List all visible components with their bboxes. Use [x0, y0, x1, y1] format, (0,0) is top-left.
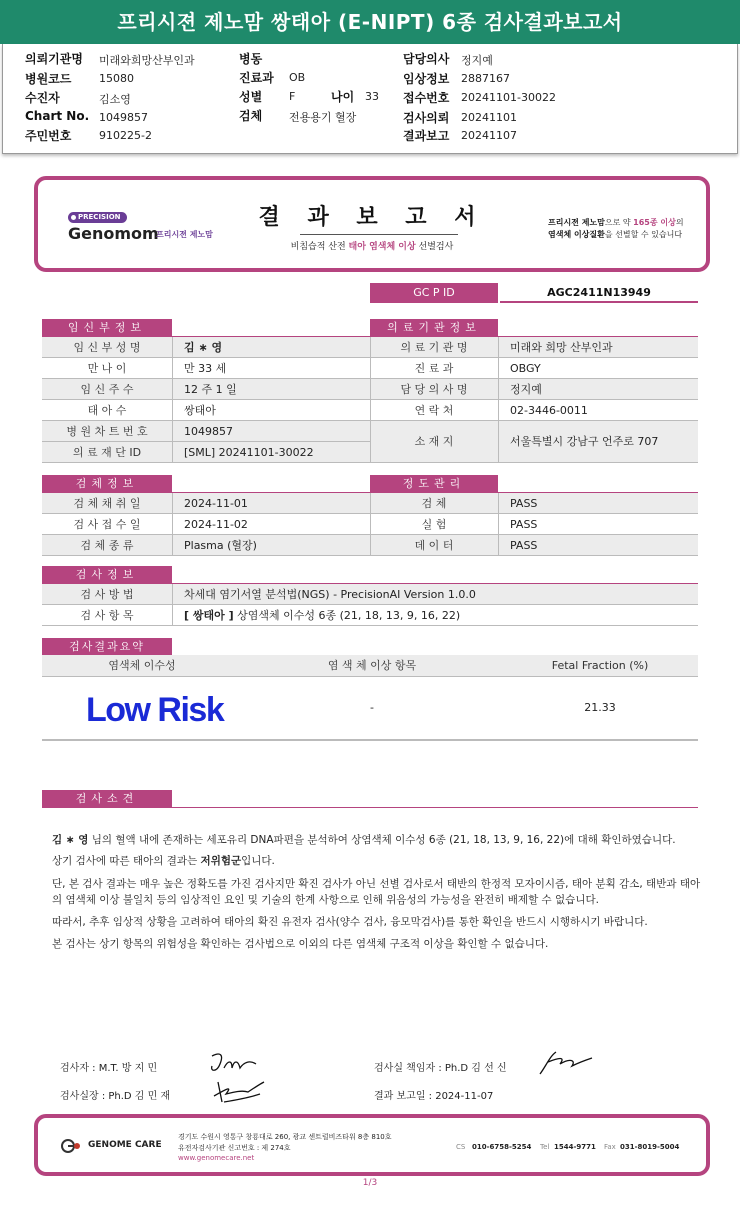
- row-value: 정지예: [510, 383, 542, 396]
- receipt-label: 접수번호: [403, 91, 450, 105]
- specimen-info-header: 검체정보: [42, 475, 172, 493]
- director-signature-text: 검사실장 : Ph.D 김 민 재: [60, 1091, 171, 1102]
- row-value: [184, 605, 460, 626]
- address-cell: [370, 421, 698, 463]
- chart-value: 1049857: [99, 111, 148, 124]
- doctor-value: 정지예: [461, 54, 493, 67]
- col-abnormal-items: 염 색 체 이상 항목: [327, 659, 417, 672]
- opinion-name: 김 ∗ 영: [52, 834, 89, 846]
- test-info-header: 검사정보: [42, 566, 172, 584]
- row-label: 의 료 기 관 명: [400, 341, 468, 354]
- tester-signature: [206, 1050, 262, 1078]
- row-label: 임 신 부 성 명: [73, 341, 141, 354]
- table-row: [42, 584, 698, 605]
- report-date-label: 결과보고: [403, 129, 450, 143]
- tel-value: 1544-9771: [554, 1143, 596, 1151]
- fax-value: 031-8019-5004: [620, 1143, 680, 1151]
- summary-result-row: [42, 677, 698, 741]
- row-value: 만 33 세: [184, 362, 227, 375]
- director-signature: [208, 1078, 268, 1106]
- row-label: 태 아 수: [87, 404, 127, 417]
- report-date-value: 20241107: [461, 129, 517, 142]
- request-label: 검사의뢰: [403, 111, 450, 125]
- row-value: [SML] 20241101-30022: [184, 446, 314, 459]
- subtitle-post: 선별검사: [415, 242, 454, 252]
- report-header: [34, 176, 710, 272]
- opinion-paragraph-2: [52, 853, 702, 869]
- tester-signature-text: 검사자 : M.T. 방 지 민: [60, 1063, 158, 1074]
- test-item-bold: [ 쌍태아 ]: [184, 609, 234, 622]
- row-label: 연 락 처: [414, 404, 454, 417]
- genome-care-logo: GENOME CARE: [88, 1140, 162, 1150]
- opinion-paragraph-1: [52, 832, 702, 848]
- risk-result: Low Risk: [86, 691, 224, 729]
- row-label: 실 험: [421, 518, 447, 531]
- subtitle-highlight: 태아 염색체 이상: [348, 242, 416, 252]
- test-item-value: 상염색체 이수성 6종 (21, 18, 13, 9, 16, 22): [233, 609, 461, 622]
- row-value: 미래와 희망 산부인과: [510, 341, 613, 354]
- row-label: 검 체 채 취 일: [73, 497, 141, 510]
- row-label: 임 신 주 수: [80, 383, 134, 396]
- row-label: 검 사 접 수 일: [73, 518, 141, 531]
- genomom-logo: Genomom: [68, 224, 159, 243]
- row-label: 의 료 재 단 ID: [72, 446, 142, 459]
- examinee-value: 김소영: [99, 93, 131, 106]
- subtitle-pre: 비침습적 산전: [290, 242, 349, 252]
- clinical-value: 2887167: [461, 72, 510, 85]
- fetal-fraction-value: 21.33: [584, 701, 616, 714]
- tagline-2b: 을 선별할 수 있습니다: [604, 230, 683, 239]
- result-report-title: 결 과 보 고 서: [258, 205, 486, 230]
- clinical-label: 임상정보: [403, 72, 450, 86]
- row-value: PASS: [510, 518, 538, 531]
- column-divider: [498, 493, 499, 556]
- tagline-2: [548, 229, 682, 240]
- institution-label: 의뢰기관명: [25, 52, 83, 66]
- row-value: OBGY: [510, 362, 541, 375]
- precision-badge: PRECISION: [68, 212, 127, 223]
- sex-value: F: [289, 90, 296, 103]
- row-value: 서울특별시 강남구 언주로 707: [510, 435, 659, 448]
- title-underline: [300, 234, 458, 235]
- specimen-value: 전용용기 혈장: [289, 111, 357, 124]
- genome-care-logo-icon: [60, 1138, 84, 1154]
- row-label: 데 이 터: [414, 539, 454, 552]
- row-value: 2024-11-01: [184, 497, 248, 510]
- row-label: 만 나 이: [87, 362, 127, 375]
- medical-info-header: 의료기관정보: [370, 319, 498, 337]
- row-label: 담 당 의 사 명: [400, 383, 468, 396]
- column-divider: [370, 493, 371, 556]
- report-subtitle: [38, 239, 706, 252]
- tagline-2a: 염색체 이상질환: [548, 230, 605, 239]
- manager-signature-text: 검사실 책임자 : Ph.D 김 선 신: [374, 1063, 507, 1074]
- chart-label: Chart No.: [25, 109, 90, 123]
- resident-value: 910225-2: [99, 129, 152, 142]
- dept-value: OB: [289, 71, 306, 84]
- sex-label: 성별: [239, 90, 263, 104]
- resident-label: 주민번호: [25, 129, 72, 143]
- opinion-paragraph-3: 단, 본 검사 결과는 매우 높은 정확도를 가진 검사지만 확진 검사가 아닌 선별 검사로서 태반의 한정적 모자이시즘, 태아 분획 감소, 태반과 태아의 염색체 이상 불일치 등의 임상적인 요인 및 기술의 한계 사항으로 인해 위음성의 가능성을 완전히 배제할 수 없습니다.: [52, 878, 701, 906]
- cs-value: 010-6758-5254: [472, 1143, 532, 1151]
- manager-signature: [536, 1048, 596, 1078]
- row-label: 검 체: [421, 497, 447, 510]
- doctor-label: 담당의사: [403, 52, 450, 66]
- hospital-code-label: 병원코드: [25, 72, 72, 86]
- tagline-1a: 프리시젼 제노맘: [548, 218, 605, 227]
- col-aneuploidy: 염색체 이수성: [108, 659, 176, 672]
- age-value: 33: [365, 90, 379, 103]
- footer-address: 경기도 수원시 영통구 창룡대로 260, 광교 센트럴비즈타워 8층 810호: [178, 1133, 392, 1141]
- opinion-paragraph-5: 본 검사는 상기 항목의 위험성을 확인하는 검사법으로 이외의 다른 염색체 구조적 이상을 확인할 수 없습니다.: [52, 938, 549, 950]
- request-value: 20241101: [461, 111, 517, 124]
- summary-header: 검사결과요약: [42, 638, 172, 656]
- row-label: 진 료 과: [414, 362, 454, 375]
- receipt-value: 20241101-30022: [461, 91, 556, 104]
- examinee-label: 수진자: [25, 91, 60, 105]
- row-value: 2024-11-02: [184, 518, 248, 531]
- column-divider: [370, 337, 371, 463]
- report-title: 프리시젼 제노맘 쌍태아 (E-NIPT) 6종 검사결과보고서: [117, 10, 623, 34]
- qc-header: 정도관리: [370, 475, 498, 493]
- patient-info-box: [2, 44, 738, 154]
- row-label: 검 사 방 법: [80, 588, 134, 601]
- row-value: PASS: [510, 497, 538, 510]
- opinion-paragraph-4: 따라서, 추후 임상적 상황을 고려하여 태아의 확진 유전자 검사(양수 검사, 융모막검사)를 통한 확인을 반드시 시행하시기 바랍니다.: [52, 916, 648, 928]
- row-value: 12 주 1 일: [184, 383, 237, 396]
- column-divider: [498, 337, 499, 463]
- dept-label: 진료과: [239, 71, 274, 85]
- gcpid-label: GC P ID: [370, 283, 498, 303]
- row-label: 병 원 차 트 번 호: [66, 425, 148, 438]
- age-label: 나이: [331, 90, 355, 104]
- specimen-label: 검체: [239, 109, 263, 123]
- row-value: PASS: [510, 539, 538, 552]
- institution-value: 미래와희망산부인과: [99, 54, 195, 67]
- opinion-p1-text: 님의 혈액 내에 존재하는 세포유리 DNA파편을 분석하여 상염색체 이수성 6종 (21, 18, 13, 9, 16, 22)에 대해 확인하였습니다.: [88, 834, 676, 846]
- col-fetal-fraction: Fetal Fraction (%): [551, 659, 649, 672]
- row-value: 02-3446-0011: [510, 404, 588, 417]
- row-value: 쌍태아: [184, 404, 216, 417]
- row-label: 검 사 항 목: [80, 609, 134, 622]
- hospital-code-value: 15080: [99, 72, 134, 85]
- page-number: 1/3: [362, 1178, 378, 1188]
- section-divider: [42, 807, 698, 808]
- ward-label: 병동: [239, 52, 263, 66]
- report-title-bar: [0, 0, 740, 44]
- tagline-1b: 으로 약: [604, 218, 634, 227]
- cs-label: CS: [456, 1143, 466, 1151]
- tagline-1: [548, 217, 684, 228]
- row-value: 차세대 염기서열 분석법(NGS) - PrecisionAI Version 1.0.0: [184, 588, 476, 601]
- table-row: [42, 605, 698, 626]
- opinion-p2-post: 입니다.: [241, 855, 275, 867]
- brand-sub: 프리시젼 제노맘: [156, 230, 213, 239]
- pregnant-info-header: 임신부정보: [42, 319, 172, 337]
- abnormal-items-value: -: [370, 701, 374, 714]
- summary-col-header: [42, 655, 698, 677]
- row-label: 검 체 종 류: [80, 539, 134, 552]
- row-value: Plasma (혈장): [184, 539, 257, 552]
- row-value: 1049857: [184, 425, 233, 438]
- tagline-1d: 의: [675, 218, 684, 227]
- opinion-p2-bold: 저위험군: [200, 855, 242, 867]
- row-label: 소 재 지: [414, 435, 454, 448]
- column-divider: [172, 493, 173, 556]
- footer-box: [34, 1114, 710, 1176]
- gcpid-value: AGC2411N13949: [500, 283, 698, 303]
- column-divider: [172, 584, 173, 626]
- opinion-header: 검사소견: [42, 790, 172, 808]
- footer-license: 유전자검사기관 신고번호 : 제 274호: [178, 1144, 291, 1152]
- row-value: 김 ∗ 영: [184, 341, 223, 354]
- tel-label: Tel: [540, 1143, 550, 1151]
- opinion-p2-pre: 상기 검사에 따른 태아의 결과는: [52, 855, 201, 867]
- tagline-1c: 165종 이상: [633, 218, 676, 227]
- report-date-text: 결과 보고일 : 2024-11-07: [374, 1091, 494, 1102]
- column-divider: [172, 337, 173, 463]
- footer-website[interactable]: www.genomecare.net: [178, 1154, 255, 1162]
- fax-label: Fax: [604, 1143, 616, 1151]
